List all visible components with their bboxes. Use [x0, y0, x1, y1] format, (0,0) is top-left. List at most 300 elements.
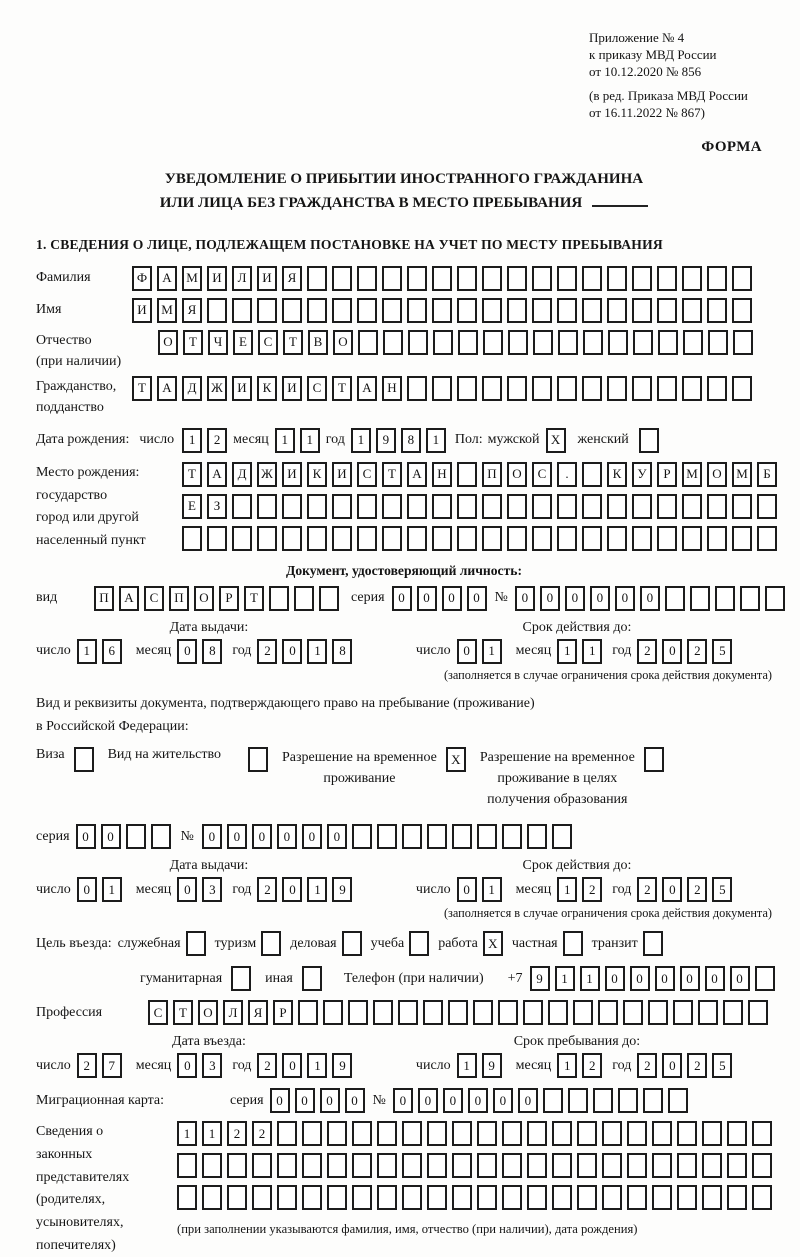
form-cell [257, 526, 277, 551]
form-cell [607, 376, 627, 401]
form-cell: 0 [655, 966, 675, 991]
form-cell: О [194, 586, 214, 611]
birthdate-row [36, 428, 772, 453]
form-cell: 1 [482, 639, 502, 664]
form-cell [765, 586, 785, 611]
form-cell: 1 [555, 966, 575, 991]
form-cell [732, 526, 752, 551]
form-cell [383, 330, 403, 355]
form-cell [623, 1000, 643, 1025]
form-cell [477, 1185, 497, 1210]
form-cell [302, 1185, 322, 1210]
form-cell [707, 376, 727, 401]
form-cell [652, 1153, 672, 1178]
form-cell: 7 [102, 1053, 122, 1078]
form-cell: 5 [712, 639, 732, 664]
form-cell: 0 [418, 1088, 438, 1113]
form-cell [257, 298, 277, 323]
day-label: число [36, 643, 71, 659]
form-cell: 2 [257, 639, 277, 664]
form-cell [302, 966, 322, 991]
form-cell [757, 526, 777, 551]
entry-date-col [36, 1034, 382, 1078]
form-cell: 8 [332, 639, 352, 664]
form-cell: 2 [637, 877, 657, 902]
form-cell: 2 [252, 1121, 272, 1146]
form-cell: 1 [202, 1121, 222, 1146]
form-cell [227, 1185, 247, 1210]
form-cell: О [198, 1000, 218, 1025]
form-cell: И [232, 376, 252, 401]
year-label: год [325, 432, 345, 448]
form-cell [269, 586, 289, 611]
purpose-tourism-checkbox [261, 931, 281, 956]
birthplace-cells-line3 [182, 526, 777, 551]
form-cell: 9 [482, 1053, 502, 1078]
form-cell [482, 376, 502, 401]
form-cell: А [357, 376, 377, 401]
form-cell [257, 494, 277, 519]
form-cell [507, 298, 527, 323]
form-cell [732, 376, 752, 401]
form-cell [382, 266, 402, 291]
birthplace-cells-line2 [182, 494, 777, 519]
series-label: серия [351, 590, 385, 606]
form-cell [398, 1000, 418, 1025]
form-cell: 0 [295, 1088, 315, 1113]
phone-label: Телефон (при наличии) [343, 970, 484, 986]
phone-cells [530, 966, 775, 991]
entry-year-cells [257, 1053, 352, 1078]
purpose-work-checkbox [483, 931, 503, 956]
form-cell [727, 1153, 747, 1178]
form-cell [502, 1153, 522, 1178]
purpose-option-study: учеба [371, 931, 430, 956]
form-cell: 0 [662, 1053, 682, 1078]
form-cell: И [282, 376, 302, 401]
form-cell [607, 494, 627, 519]
form-cell [409, 931, 429, 956]
form-cell [533, 330, 553, 355]
form-cell [232, 526, 252, 551]
day-label: число [415, 881, 451, 897]
form-cell [307, 298, 327, 323]
purpose-row1 [36, 931, 772, 956]
form-cell [482, 526, 502, 551]
form-cell: 0 [605, 966, 625, 991]
form-cell: Р [219, 586, 239, 611]
legal-representatives-note: (при заполнении указываются фамилия, имя, отчество (при наличии), дата рождения) [177, 1222, 638, 1237]
day-label: число [36, 1057, 71, 1073]
form-cell [602, 1121, 622, 1146]
form-cell [632, 526, 652, 551]
form-cell [682, 494, 702, 519]
migration-series-cells [270, 1088, 365, 1113]
residence-permit-checkbox [248, 747, 268, 772]
edu-permit-checkbox [644, 747, 664, 772]
form-cell [327, 1185, 347, 1210]
year-label: год [232, 643, 252, 659]
migration-card-row [36, 1088, 772, 1113]
form-cell [573, 1000, 593, 1025]
form-cell [452, 1153, 472, 1178]
form-cell [307, 526, 327, 551]
issue-year-cells [257, 877, 352, 902]
day-label: число [415, 1057, 451, 1073]
revision-line: (в ред. Приказа МВД России [589, 87, 748, 103]
form-cell [298, 1000, 318, 1025]
form-cell: 2 [637, 639, 657, 664]
form-cell [252, 1153, 272, 1178]
form-cell: X [446, 747, 466, 772]
section1-heading: 1. СВЕДЕНИЯ О ЛИЦЕ, ПОДЛЕЖАЩЕМ ПОСТАНОВКЕ НА УЧЕТ ПО МЕСТУ ПРЕБЫВАНИЯ [36, 236, 663, 252]
form-cell: 1 [482, 877, 502, 902]
form-cell [448, 1000, 468, 1025]
form-cell: 0 [457, 877, 477, 902]
form-cell: 5 [712, 877, 732, 902]
form-cell: 0 [468, 1088, 488, 1113]
series-label: серия [36, 828, 70, 844]
form-cell [752, 1185, 772, 1210]
form-cell [186, 931, 206, 956]
form-cell: Б [757, 462, 777, 487]
appendix-line: к приказу МВД России [589, 46, 717, 62]
number-label: № [180, 828, 194, 844]
stay-month-cells [557, 1053, 602, 1078]
form-cell [427, 1153, 447, 1178]
month-label: месяц [135, 643, 172, 659]
form-cell: 0 [457, 639, 477, 664]
form-cell: . [557, 462, 577, 487]
form-cell [248, 747, 268, 772]
citizenship-cells [132, 376, 752, 401]
gender-male-checkbox [546, 428, 566, 453]
form-cell: З [207, 494, 227, 519]
form-cell [282, 526, 302, 551]
form-cell [665, 586, 685, 611]
form-cell: Ж [207, 376, 227, 401]
form-cell: 2 [257, 877, 277, 902]
residence-doc-intro: Вид и реквизиты документа, подтверждающего право на пребывание (проживание) в Российской Федерации: [36, 695, 535, 735]
form-cell [582, 298, 602, 323]
form-cell: П [94, 586, 114, 611]
form-cell [732, 298, 752, 323]
form-cell [682, 266, 702, 291]
form-cell: 1 [102, 877, 122, 902]
form-cell [482, 298, 502, 323]
form-cell: 0 [730, 966, 750, 991]
form-label: ФОРМА [701, 139, 762, 156]
residence-number-cells [202, 824, 572, 849]
form-cell [277, 1153, 297, 1178]
header-block [589, 30, 772, 121]
form-cell [432, 266, 452, 291]
form-cell: О [158, 330, 178, 355]
form-cell [755, 966, 775, 991]
form-cell [568, 1088, 588, 1113]
form-cell: 0 [680, 966, 700, 991]
form-cell [532, 298, 552, 323]
form-cell [532, 376, 552, 401]
identity-doc-dates [36, 620, 772, 664]
form-cell: 9 [332, 1053, 352, 1078]
form-cell [648, 1000, 668, 1025]
form-cell: В [308, 330, 328, 355]
residence-series-cells [76, 824, 171, 849]
migration-number-cells [393, 1088, 688, 1113]
form-cell [582, 266, 602, 291]
form-cell [698, 1000, 718, 1025]
citizenship-row [36, 376, 772, 418]
form-cell [182, 526, 202, 551]
temp-permit-checkbox [446, 747, 466, 772]
number-label: № [372, 1092, 386, 1108]
migration-card-label: Миграционная карта: [36, 1092, 165, 1108]
form-cell: 1 [580, 966, 600, 991]
form-cell [527, 1153, 547, 1178]
form-cell: 9 [376, 428, 396, 453]
form-cell: 0 [640, 586, 660, 611]
form-cell: 0 [565, 586, 585, 611]
temp-permit-label: Разрешение на временное проживание [281, 750, 437, 787]
month-label: месяц [515, 1057, 552, 1073]
form-cell: 2 [637, 1053, 657, 1078]
form-cell: И [207, 266, 227, 291]
form-cell [532, 494, 552, 519]
form-cell: Т [283, 330, 303, 355]
form-cell: 1 [275, 428, 295, 453]
form-cell [227, 1153, 247, 1178]
patronymic-cells [158, 330, 753, 355]
form-cell [457, 376, 477, 401]
form-cell [682, 526, 702, 551]
form-cell [618, 1088, 638, 1113]
form-cell: С [258, 330, 278, 355]
form-cell [557, 376, 577, 401]
form-cell [639, 428, 659, 453]
form-cell [377, 1153, 397, 1178]
form-cell [708, 330, 728, 355]
form-cell [302, 1153, 322, 1178]
form-cell [407, 266, 427, 291]
purpose-other-checkbox [302, 966, 322, 991]
form-cell [552, 1121, 572, 1146]
form-cell: 0 [467, 586, 487, 611]
form-cell [502, 1185, 522, 1210]
valid-day-cells [457, 877, 502, 902]
form-cell [382, 298, 402, 323]
form-cell [633, 330, 653, 355]
form-title-line2: ИЛИ ЛИЦА БЕЗ ГРАЖДАНСТВА В МЕСТО ПРЕБЫВАНИЯ [36, 192, 772, 215]
form-cell: С [307, 376, 327, 401]
patronymic-row [36, 330, 772, 372]
stay-until-row [382, 1053, 772, 1078]
form-cell: Ф [132, 266, 152, 291]
form-cell: Н [382, 376, 402, 401]
form-cell [702, 1153, 722, 1178]
form-cell [577, 1121, 597, 1146]
form-cell: 1 [182, 428, 202, 453]
form-cell: А [157, 376, 177, 401]
purpose-option-business: служебная [118, 931, 206, 956]
birthplace-label: Место рождения: государство город или другой населенный пункт [36, 464, 146, 548]
purpose-option-transit: транзит [592, 931, 663, 956]
form-cell: 0 [615, 586, 635, 611]
form-cell [231, 966, 251, 991]
form-cell: 3 [202, 1053, 222, 1078]
form-cell [377, 1121, 397, 1146]
profession-cells [148, 1000, 768, 1025]
form-cell: 2 [687, 877, 707, 902]
form-cell: Т [332, 376, 352, 401]
form-cell: 1 [307, 639, 327, 664]
form-cell [332, 526, 352, 551]
form-cell: О [333, 330, 353, 355]
form-cell: 0 [518, 1088, 538, 1113]
form-cell [707, 266, 727, 291]
form-cell [552, 824, 572, 849]
revision-line: от 16.11.2022 № 867) [589, 104, 706, 120]
issue-date-row [36, 639, 382, 664]
form-cell [508, 330, 528, 355]
firstname-cells [132, 298, 752, 323]
form-cell [632, 494, 652, 519]
permit-checkbox-band [36, 747, 772, 810]
temp-permit-option [282, 747, 466, 789]
form-cell [457, 494, 477, 519]
entry-day-cells [77, 1053, 122, 1078]
form-cell [557, 494, 577, 519]
form-cell: Л [223, 1000, 243, 1025]
form-cell [527, 824, 547, 849]
form-cell [682, 298, 702, 323]
form-cell: К [307, 462, 327, 487]
form-cell: 8 [401, 428, 421, 453]
form-cell: 0 [705, 966, 725, 991]
form-cell: 0 [177, 639, 197, 664]
form-cell [652, 1121, 672, 1146]
form-cell: 0 [540, 586, 560, 611]
form-cell [202, 1185, 222, 1210]
form-cell: 0 [630, 966, 650, 991]
form-cell: 6 [102, 639, 122, 664]
birthdate-label: Дата рождения: [36, 432, 130, 448]
form-cell [294, 586, 314, 611]
form-cell [543, 1088, 563, 1113]
form-cell: С [357, 462, 377, 487]
form-cell [732, 266, 752, 291]
form-cell [457, 526, 477, 551]
form-cell: Д [182, 376, 202, 401]
form-cell [507, 376, 527, 401]
day-label: число [36, 881, 71, 897]
form-cell [577, 1185, 597, 1210]
form-cell [583, 330, 603, 355]
form-cell [408, 330, 428, 355]
form-cell [452, 1121, 472, 1146]
form-cell: О [507, 462, 527, 487]
form-cell: 2 [77, 1053, 97, 1078]
issue-date-col [36, 620, 382, 664]
purpose-option-other: иная [265, 966, 322, 991]
form-cell [527, 1185, 547, 1210]
form-cell: 0 [320, 1088, 340, 1113]
form-cell: П [169, 586, 189, 611]
form-cell [407, 526, 427, 551]
form-cell [457, 266, 477, 291]
form-cell [373, 1000, 393, 1025]
year-label: год [612, 1057, 632, 1073]
form-cell: 0 [277, 824, 297, 849]
form-cell [402, 1185, 422, 1210]
form-cell [357, 526, 377, 551]
month-label: месяц [515, 881, 552, 897]
form-cell: 9 [530, 966, 550, 991]
form-cell: 0 [177, 1053, 197, 1078]
form-cell [348, 1000, 368, 1025]
form-cell [252, 1185, 272, 1210]
form-cell [427, 824, 447, 849]
form-cell [332, 266, 352, 291]
form-cell [74, 747, 94, 772]
form-cell: 2 [227, 1121, 247, 1146]
form-cell [407, 376, 427, 401]
form-cell [483, 330, 503, 355]
form-cell [582, 494, 602, 519]
form-cell [327, 1121, 347, 1146]
gender-label: Пол: [454, 432, 483, 448]
issue-date-heading: Дата выдачи: [169, 619, 249, 635]
form-cell [423, 1000, 443, 1025]
legal-cells-line2 [177, 1153, 772, 1178]
issue-year-cells [257, 639, 352, 664]
form-cell: 0 [393, 1088, 413, 1113]
valid-until-row [382, 639, 772, 664]
form-cell [202, 1153, 222, 1178]
form-cell [352, 1121, 372, 1146]
form-cell: И [282, 462, 302, 487]
form-cell: Р [657, 462, 677, 487]
form-cell [352, 824, 372, 849]
form-cell [752, 1121, 772, 1146]
form-cell [582, 376, 602, 401]
form-cell [598, 1000, 618, 1025]
form-cell: 1 [557, 639, 577, 664]
form-cell: 0 [76, 824, 96, 849]
form-cell: 1 [426, 428, 446, 453]
birthplace-cells-line1 [182, 462, 777, 487]
birthplace-cell-rows [182, 462, 777, 551]
year-label: год [232, 881, 252, 897]
form-cell [602, 1185, 622, 1210]
surname-cells [132, 266, 752, 291]
purpose-label: Цель въезда: [36, 935, 112, 951]
form-cell [482, 494, 502, 519]
stay-until-heading: Срок пребывания до: [513, 1034, 641, 1050]
form-cell [602, 1153, 622, 1178]
form-cell [507, 266, 527, 291]
form-cell [402, 1153, 422, 1178]
firstname-row [36, 298, 772, 323]
purpose-commercial-checkbox [342, 931, 362, 956]
legal-representatives-label: Сведения о законных представителях (родителях, усыновителях, попечителях) [36, 1124, 130, 1253]
profession-label: Профессия [36, 1004, 103, 1020]
form-cell [627, 1121, 647, 1146]
form-cell [552, 1153, 572, 1178]
valid-until-heading: Срок действия до: [522, 619, 632, 635]
form-cell: 0 [282, 639, 302, 664]
form-cell: М [682, 462, 702, 487]
